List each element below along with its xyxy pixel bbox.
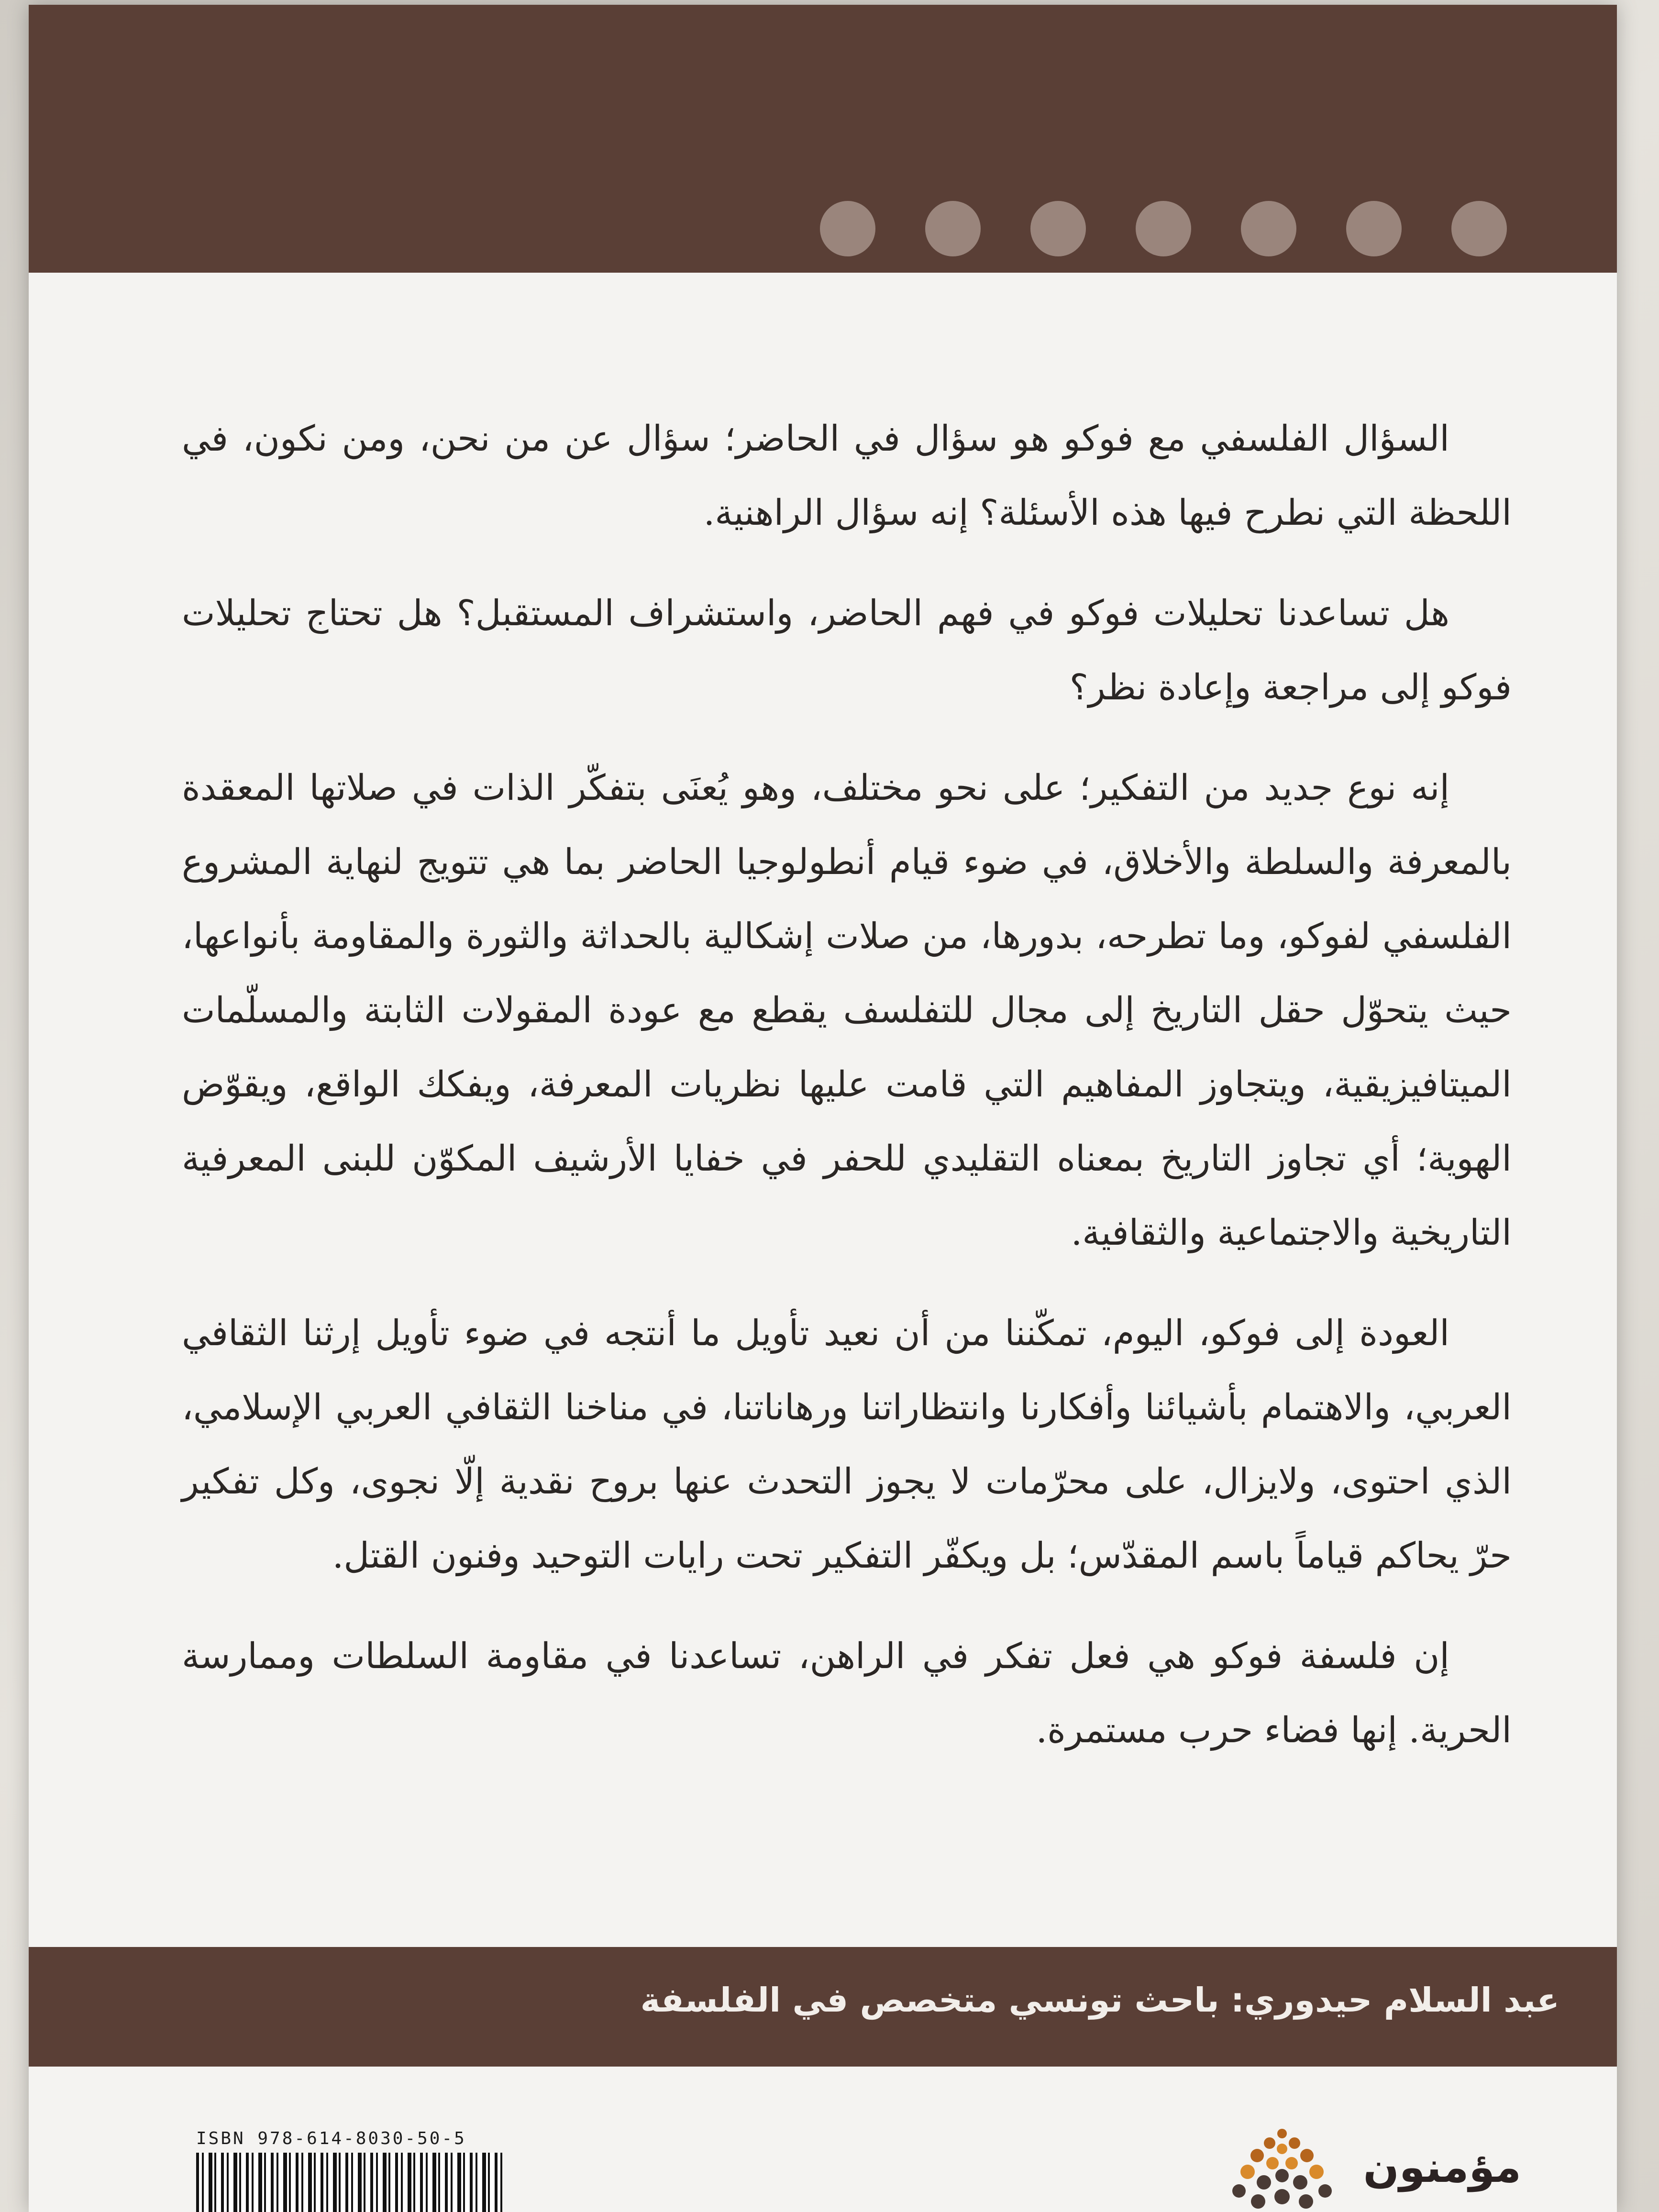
blurb-paragraph-text: العودة إلى فوكو، اليوم، تمكّننا من أن نعيد تأويل ما أنتجه في ضوء تأويل إرثنا الثقافي العربي، والاهتمام بأشيائنا وأفكارنا وانتظاراتنا ورهاناتنا، في مناخنا الثقافي العربي الإسلامي، الذي احتوى، ولايزال، على محرّمات لا يجوز التحدث عنها بروح نقدية إلّا نجوى، وكل تفكير حرّ يحاكم قياماً باسم المقدّس؛ بل ويكفّر التفكير تحت رايات التوحيد وفنون القتل. — [182, 1313, 1512, 1576]
blurb-paragraph — [182, 1619, 1512, 1768]
publisher-name: مؤمنون — [1363, 2142, 1521, 2192]
author-band — [29, 1947, 1617, 2067]
dot-icon — [1451, 201, 1507, 256]
dot-icon — [925, 201, 981, 256]
barcode — [196, 2153, 502, 2212]
blurb-paragraph-text: هل تساعدنا تحليلات فوكو في فهم الحاضر، واستشراف المستقبل؟ هل تحتاج تحليلات فوكو إلى مراجعة وإعادة نظر؟ — [182, 593, 1512, 708]
top-brown-band — [29, 5, 1617, 273]
blurb-text — [182, 402, 1512, 1794]
blurb-paragraph-text: إن فلسفة فوكو هي فعل تفكر في الراهن، تساعدنا في مقاومة السلطات وممارسة الحرية. إنها فضاء حرب مستمرة. — [182, 1636, 1512, 1751]
dot-icon — [1030, 201, 1086, 256]
author-line: عبد السلام حيدوري: باحث تونسي متخصص في الفلسفة — [640, 1980, 1559, 2020]
isbn-label: ISBN 978-614-8030-50-5 — [196, 2129, 466, 2148]
decorative-dots — [820, 201, 1507, 256]
dot-icon — [1346, 201, 1402, 256]
blurb-paragraph — [182, 576, 1512, 725]
publisher-logo — [1220, 2119, 1521, 2212]
publisher-mark-icon — [1220, 2119, 1344, 2212]
blurb-paragraph — [182, 1296, 1512, 1593]
dot-icon — [820, 201, 875, 256]
blurb-paragraph — [182, 402, 1512, 550]
blurb-paragraph-text: إنه نوع جديد من التفكير؛ على نحو مختلف، وهو يُعنَى بتفكّر الذات في صلاتها المعقدة بالمعرفة والسلطة والأخلاق، في ضوء قيام أنطولوجيا الحاضر بما هي تتويج لنهاية المشروع الفلسفي لفوكو، وما تطرحه، بدورها، من صلات إشكالية بالحداثة والثورة والمقاومة بأنواعها، حيث يتحوّل حقل التاريخ إلى مجال للتفلسف يقطع مع عودة المقولات الثابتة والمسلّمات الميتافيزيقية، ويتجاوز المفاهيم التي قامت عليها نظريات المعرفة، ويفكك الواقع، ويقوّض الهوية؛ أي تجاوز التاريخ بمعناه التقليدي للحفر في خفايا الأرشيف المكوّن للبنى المعرفية التاريخية والاجتماعية والثقافية. — [182, 767, 1512, 1253]
blurb-paragraph-text: السؤال الفلسفي مع فوكو هو سؤال في الحاضر؛ سؤال عن من نحن، ومن نكون، في اللحظة التي نطرح فيها هذه الأسئلة؟ إنه سؤال الراهنية. — [182, 418, 1512, 533]
dot-icon — [1136, 201, 1191, 256]
dot-icon — [1241, 201, 1296, 256]
blurb-paragraph — [182, 751, 1512, 1270]
book-back-cover — [29, 5, 1617, 2212]
